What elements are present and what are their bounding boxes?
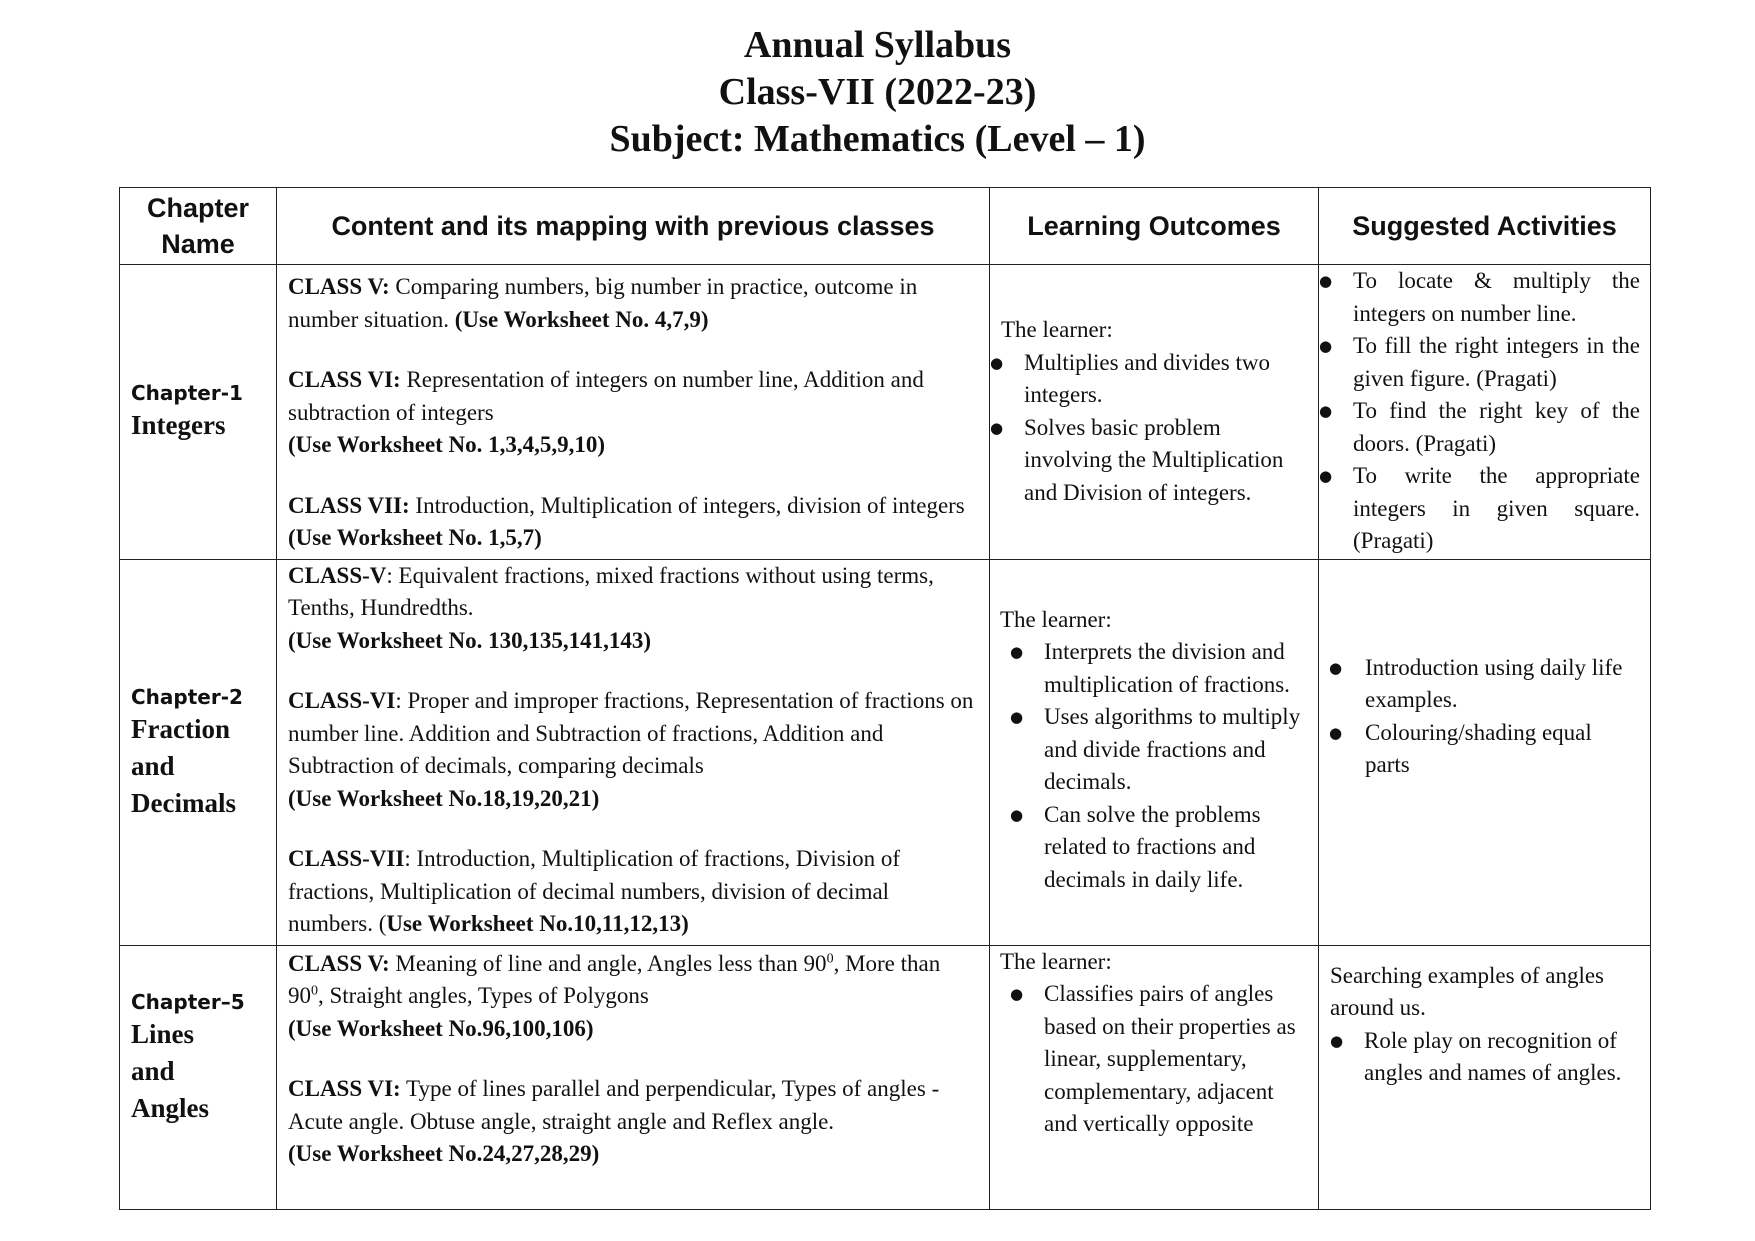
worksheet-reference: (Use Worksheet No. 130,135,141,143) bbox=[288, 627, 652, 653]
chapter-number: Chapter-2 bbox=[131, 684, 243, 709]
list-item: ● Uses algorithms to multiply and divide fractions and decimals. bbox=[1010, 701, 1312, 799]
activities-intro: Searching examples of angles around us. bbox=[1330, 962, 1604, 1020]
learner-intro: The learner: bbox=[1000, 606, 1112, 632]
activities-list bbox=[1319, 265, 1640, 558]
activities-cell bbox=[1319, 265, 1651, 560]
content-paragraph: CLASS-VI: Proper and improper fractions, Representation of fractions on number line. Addition and Subtraction of fractions, Addition and Subtraction of decimals, comparing decimals (Use Worksheet No.18,19,20,21) bbox=[288, 688, 974, 811]
title-line-class: Class-VII (2022-23) bbox=[718, 71, 1037, 113]
content-paragraph: CLASS-VII: Introduction, Multiplication of fractions, Division of fractions, Multiplication of decimal numbers, division of decimal numbers. (Use Worksheet No.10,11,12,13) bbox=[288, 846, 901, 936]
activities-list bbox=[1330, 1025, 1640, 1090]
list-item: ● Solves basic problem involving the Multiplication and Division of integers. bbox=[990, 412, 1312, 510]
content-cell bbox=[277, 265, 990, 560]
content-paragraph: CLASS V: Comparing numbers, big number in practice, outcome in number situation. (Use Worksheet No. 4,7,9) bbox=[288, 274, 918, 332]
table-header-row bbox=[120, 188, 1651, 265]
chapter-number: Chapter–5 bbox=[131, 989, 245, 1014]
list-item: ● To fill the right integers in the given figure. (Pragati) bbox=[1319, 330, 1640, 395]
list-item: ● To find the right key of the doors. (Pragati) bbox=[1319, 395, 1640, 460]
chapter-cell bbox=[120, 559, 277, 945]
list-item: ● To write the appropriate integers in given square. (Pragati) bbox=[1319, 460, 1640, 558]
chapter-name: Integers bbox=[131, 410, 226, 441]
table-row bbox=[120, 945, 1651, 1209]
learning-outcomes-list bbox=[990, 347, 1312, 510]
chapter-name: Fraction and Decimals bbox=[131, 713, 236, 818]
worksheet-reference: (Use Worksheet No. 1,5,7) bbox=[288, 525, 542, 550]
worksheet-reference: (Use Worksheet No.24,27,28,29) bbox=[288, 1141, 600, 1166]
column-header-suggested-activities: Suggested Activities bbox=[1319, 188, 1651, 265]
worksheet-reference: (Use Worksheet No.96,100,106) bbox=[288, 1015, 594, 1041]
content-paragraph: CLASS VI: Type of lines parallel and perpendicular, Types of angles - Acute angle. Obtuse angle, straight angle and Reflex angle. (Use Worksheet No.24,27,28,29) bbox=[288, 1076, 940, 1166]
list-item: ● Introduction using daily life examples. bbox=[1319, 652, 1640, 717]
learning-outcomes-cell bbox=[990, 559, 1319, 945]
content-cell bbox=[277, 945, 990, 1209]
list-item: ● Can solve the problems related to fractions and decimals in daily life. bbox=[1010, 799, 1312, 897]
worksheet-reference: (Use Worksheet No. 1,3,4,5,9,10) bbox=[288, 432, 606, 457]
activities-cell bbox=[1319, 559, 1651, 945]
column-header-chapter-name: Chapter Name bbox=[120, 188, 277, 265]
table-row bbox=[120, 265, 1651, 560]
learning-outcomes-list bbox=[1000, 636, 1312, 896]
learning-outcomes-cell bbox=[990, 945, 1319, 1209]
content-cell bbox=[277, 559, 990, 945]
column-header-content: Content and its mapping with previous classes bbox=[277, 188, 990, 265]
column-header-learning-outcomes: Learning Outcomes bbox=[990, 188, 1319, 265]
list-item: ● Multiplies and divides two integers. bbox=[990, 347, 1312, 412]
learner-intro: The learner: bbox=[1001, 317, 1113, 343]
title-line-annual-syllabus: Annual Syllabus bbox=[743, 24, 1012, 66]
list-item: ● Colouring/shading equal parts bbox=[1319, 717, 1640, 782]
chapter-cell bbox=[120, 945, 277, 1209]
list-item: ● Interprets the division and multiplication of fractions. bbox=[1010, 636, 1312, 701]
table-row bbox=[120, 559, 1651, 945]
title-line-subject: Subject: Mathematics (Level – 1) bbox=[609, 118, 1146, 160]
content-paragraph: CLASS V: Meaning of line and angle, Angles less than $90^0$, More than $90^0$, Straight angles, Types of Polygons (Use Worksheet No.96,100,106) bbox=[288, 950, 941, 1041]
worksheet-reference: Use Worksheet No.10,11,12,13) bbox=[386, 911, 689, 936]
syllabus-table bbox=[119, 187, 1651, 1210]
content-paragraph: CLASS VII: Introduction, Multiplication of integers, division of integers (Use Worksheet No. 1,5,7) bbox=[288, 492, 965, 550]
learning-outcomes-cell bbox=[990, 265, 1319, 560]
list-item: ● Role play on recognition of angles and names of angles. bbox=[1330, 1025, 1640, 1090]
content-paragraph: CLASS VI: Representation of integers on number line, Addition and subtraction of integers (Use Worksheet No. 1,3,4,5,9,10) bbox=[288, 367, 924, 457]
activities-list bbox=[1319, 652, 1640, 782]
learner-intro: The learner: bbox=[1000, 948, 1112, 974]
content-paragraph: CLASS-V: Equivalent fractions, mixed fractions without using terms, Tenths, Hundredths. (Use Worksheet No. 130,135,141,143) bbox=[288, 562, 934, 653]
chapter-cell bbox=[120, 265, 277, 560]
document-title bbox=[0, 22, 1755, 163]
chapter-name: Lines and Angles bbox=[131, 1018, 210, 1123]
list-item: ● To locate & multiply the integers on number line. bbox=[1319, 265, 1640, 330]
worksheet-reference: (Use Worksheet No. 4,7,9) bbox=[454, 306, 709, 332]
activities-cell bbox=[1319, 945, 1651, 1209]
worksheet-reference: (Use Worksheet No.18,19,20,21) bbox=[288, 785, 600, 811]
learning-outcomes-list bbox=[1000, 978, 1312, 1141]
chapter-number: Chapter-1 bbox=[131, 381, 243, 406]
list-item: ● Classifies pairs of angles based on their properties as linear, supplementary, complementary, adjacent and vertically opposite bbox=[1010, 978, 1312, 1141]
